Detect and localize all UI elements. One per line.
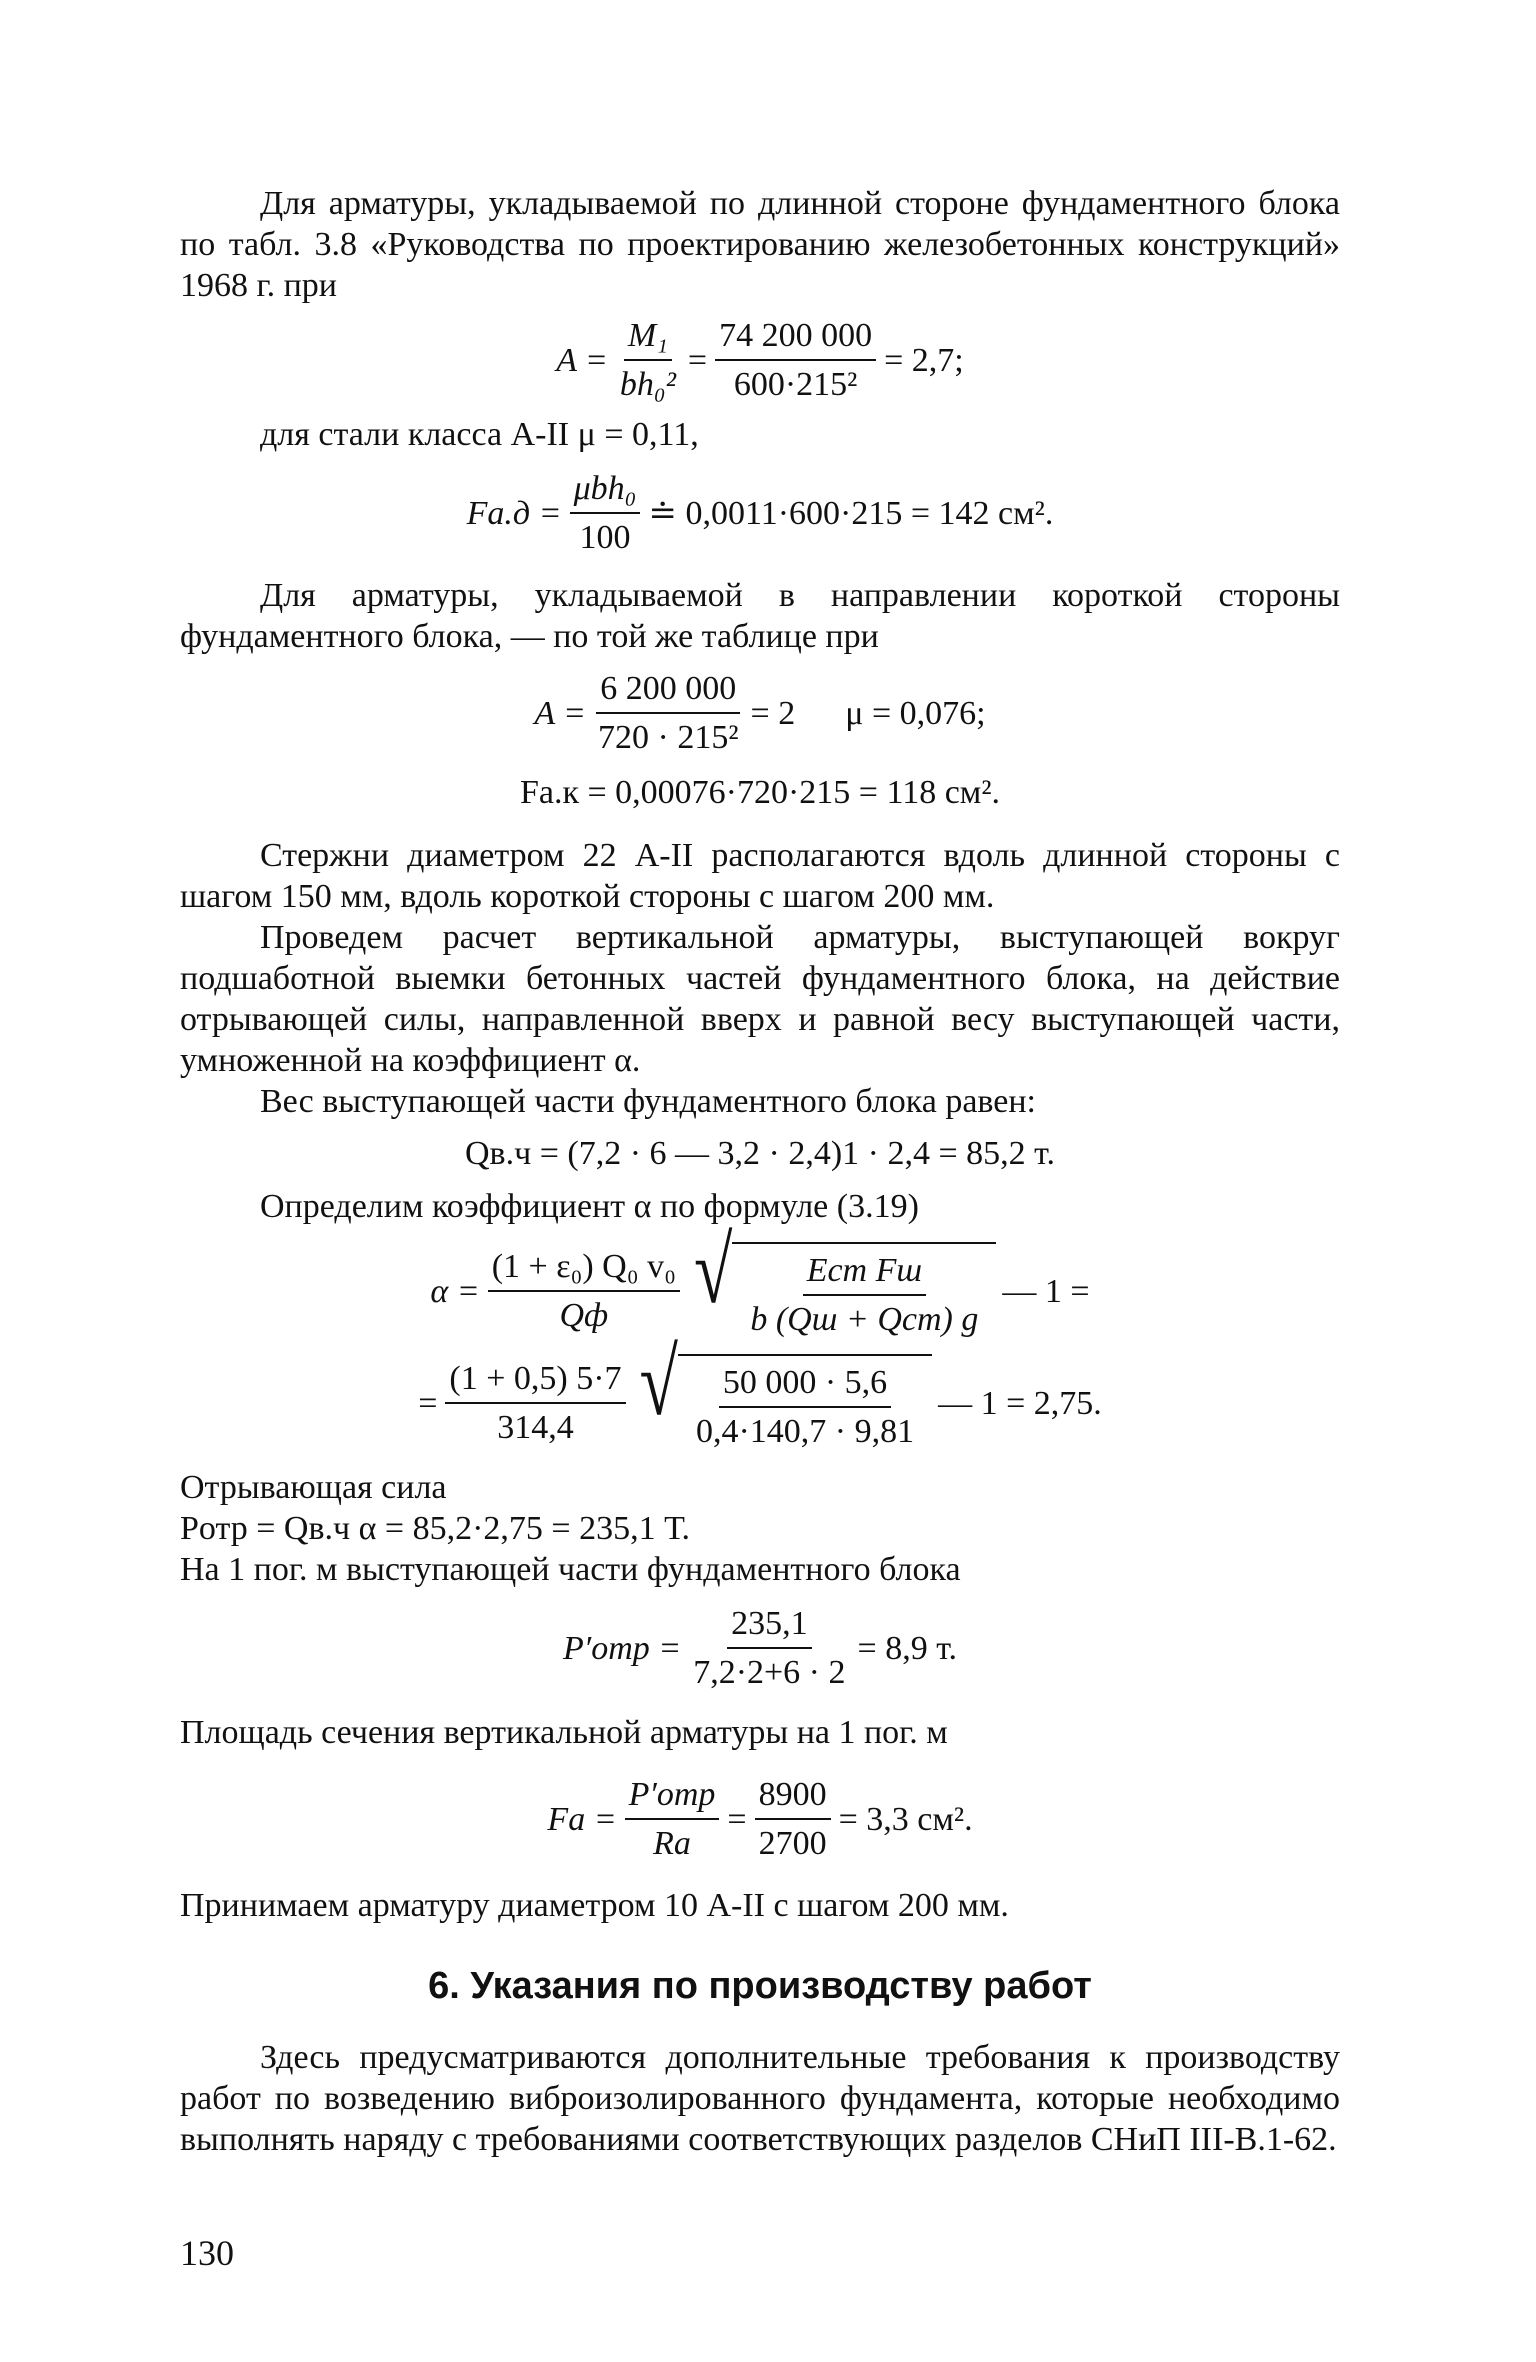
formula-text: P′отр = — [562, 1629, 682, 1667]
formula-text: = 8,9 т. — [857, 1629, 957, 1667]
text-column — [180, 183, 1340, 2160]
paragraph: Площадь сечения вертикальной арматуры на 1 пог. м — [180, 1714, 948, 1751]
formula-alpha — [180, 1219, 1340, 1343]
formula-text: = — [687, 341, 708, 379]
formula-text: ≐ 0,0011·600·215 = 142 см². — [648, 494, 1054, 532]
numerator: P′отр — [625, 1774, 720, 1820]
numerator: 6 200 000 — [596, 668, 740, 714]
denominator: bh₀² — [619, 366, 676, 403]
fraction — [625, 1774, 720, 1864]
fraction — [689, 1603, 849, 1693]
radicand — [678, 1354, 932, 1452]
paragraph: Для арматуры, укладываемой по длинной стороне фундаментного блока по табл. 3.8 «Руководства по проектированию железобетонных конструкций» 1968 г. при — [180, 185, 1340, 304]
denominator: 7,2·2+6 · 2 — [693, 1654, 846, 1691]
paragraph: На 1 пог. м выступающей части фундаментного блока — [180, 1551, 961, 1588]
denominator: Rа — [653, 1825, 691, 1862]
numerator: M₁ — [624, 315, 672, 361]
numerator: μbh₀ — [570, 468, 641, 514]
section-heading: 6. Указания по производству работ — [428, 1965, 1092, 2007]
numerator: (1 + ε₀) Q₀ v₀ — [488, 1246, 680, 1292]
numerator: 50 000 · 5,6 — [719, 1362, 891, 1408]
formula-Potr — [180, 1598, 1340, 1698]
formula-Fad — [180, 465, 1340, 561]
paragraph: для стали класса А-II μ = 0,11, — [260, 416, 699, 453]
fraction — [594, 668, 743, 758]
numerator: (1 + 0,5) 5·7 — [445, 1358, 625, 1404]
formula-alpha-value — [180, 1331, 1340, 1455]
formula-text: A = — [534, 694, 587, 732]
paragraph: Здесь предусматриваются дополнительные требования к производству работ по возведению виброизолированного фундамента, которые необходимо выполнять наряду с требованиями соответствующих разделов СНиП III-В.1-62. — [180, 2039, 1340, 2158]
formula-Qvch — [180, 1128, 1340, 1178]
paragraph: Для арматуры, укладываемой в направлении короткой стороны фундаментного блока, — по той же таблице при — [180, 577, 1340, 655]
formula-A-long — [180, 312, 1340, 408]
formula-Fa — [180, 1767, 1340, 1871]
paragraph: Вес выступающей части фундаментного блока равен: — [260, 1083, 1037, 1120]
denominator: 720 · 215² — [598, 719, 739, 756]
fraction — [692, 1362, 918, 1452]
formula-text: — 1 = 2,75. — [938, 1384, 1102, 1422]
formula-text: μ = 0,076; — [845, 694, 986, 732]
square-root — [693, 1219, 996, 1340]
fraction — [715, 315, 876, 405]
page-number: 130 — [180, 2233, 234, 2273]
radical-sign: √ — [639, 1331, 678, 1436]
formula-Fak — [180, 767, 1340, 817]
denominator: Qф — [559, 1297, 609, 1334]
square-root — [639, 1331, 933, 1452]
formula-text: = 2,7; — [884, 341, 964, 379]
numerator: 8900 — [755, 1774, 831, 1820]
formula-text: = 3,3 см². — [838, 1800, 973, 1838]
formula-text: Qв.ч = (7,2 · 6 — 3,2 · 2,4)1 · 2,4 = 85,2 т. — [465, 1134, 1055, 1172]
paragraph: Принимаем арматуру диаметром 10 А-II с шагом 200 мм. — [180, 1887, 1009, 1924]
fraction — [755, 1774, 831, 1864]
formula-text: α = — [430, 1272, 480, 1310]
numerator: 235,1 — [727, 1603, 812, 1649]
denominator: 100 — [579, 519, 631, 556]
fraction — [488, 1246, 680, 1336]
numerator: 74 200 000 — [715, 315, 876, 361]
paragraph: Проведем расчет вертикальной арматуры, выступающей вокруг подшаботной выемки бетонных частей фундаментного блока, на действие отрывающей силы, направленной вверх и равной весу выступающей части, умноженной на коэффициент α. — [180, 919, 1340, 1079]
formula-text: = — [727, 1800, 747, 1838]
formula-text: Fа.к = 0,00076·720·215 = 118 см². — [519, 773, 1001, 811]
fraction — [746, 1250, 982, 1340]
formula-A-short — [180, 665, 1340, 761]
denominator: 314,4 — [497, 1409, 574, 1446]
paragraph: Pотр = Qв.ч α = 85,2·2,75 = 235,1 Т. — [180, 1510, 690, 1547]
formula-text: = 2 — [750, 694, 796, 732]
denominator: 2700 — [758, 1825, 827, 1862]
paragraph: Отрывающая сила — [180, 1469, 447, 1506]
numerator: Eст Fш — [803, 1250, 926, 1296]
fraction — [570, 468, 641, 558]
formula-text: A = — [556, 341, 608, 379]
formula-text: Fа = — [547, 1800, 617, 1838]
formula-text: — 1 = — [1002, 1272, 1090, 1310]
paragraph: Стержни диаметром 22 А-II располагаются вдоль длинной стороны с шагом 150 мм, вдоль короткой стороны с шагом 200 мм. — [180, 837, 1340, 915]
fraction — [445, 1358, 625, 1448]
formula-text: Fа.д = — [466, 494, 562, 532]
radical-sign: √ — [693, 1219, 733, 1324]
fraction — [616, 315, 680, 405]
denominator: 600·215² — [733, 366, 858, 403]
paragraph: Определим коэффициент α по формуле (3.19) — [260, 1188, 919, 1225]
formula-text: = — [418, 1384, 438, 1422]
denominator: b (Qш + Qст) g — [750, 1301, 979, 1338]
radicand — [732, 1242, 996, 1340]
denominator: 0,4·140,7 · 9,81 — [695, 1413, 915, 1450]
